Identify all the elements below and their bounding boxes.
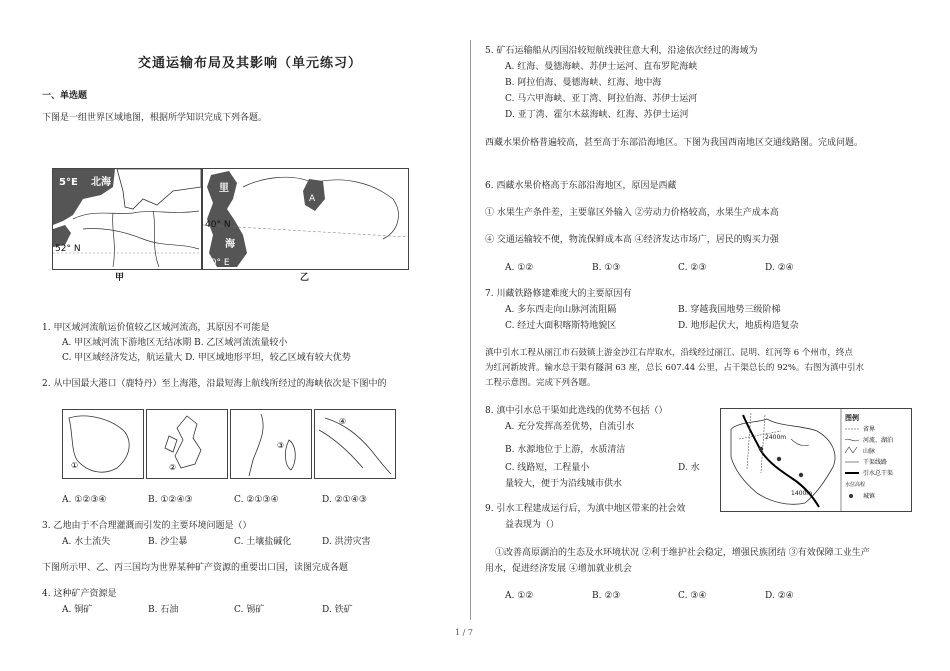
q2-option-b: B. ①②④③ [148, 495, 193, 505]
q4-option-d: D. 铁矿 [322, 605, 353, 615]
map-yi-drawing [203, 169, 408, 269]
strait-label-2: ② [169, 463, 177, 472]
map-jia [52, 168, 202, 270]
strait-map-2-drawing [147, 410, 227, 478]
q2-option-a: A. ①②③④ [62, 495, 107, 505]
strait-map-1 [62, 409, 144, 479]
q1-options-cd: C. 甲区域经济发达，航运量大 D. 甲区域地形平坦，较乙区域有较大优势 [62, 353, 351, 363]
map-jia-drawing [53, 169, 201, 269]
q8-option-d: D. 水 [678, 463, 700, 473]
map-elevation-2400: 2400m [765, 434, 787, 441]
q6-line-2: ④ 交通运输较不便，物流保鲜成本高 ④经济发达市场广，居民的购买力强 [485, 235, 779, 245]
map-yi-50e: 50° E [205, 258, 230, 268]
q7-option-c: C. 经过大面积喀斯特地貌区 [505, 321, 617, 331]
legend-item-4: 干渠线路 [863, 459, 888, 466]
q7-option-b: B. 穿越我国地势三级阶梯 [678, 305, 781, 315]
strait-map-2 [146, 409, 228, 479]
legend-item-6: 水位高程 [845, 482, 866, 488]
section-heading: 一、单选题 [42, 91, 88, 101]
q6-option-c: C. ②③ [678, 263, 707, 273]
q1-stem: 1. 甲区域河流航运价值较乙区域河流高，其原因不可能是 [42, 323, 270, 333]
map-jia-sea: 北海 [91, 177, 111, 188]
q9-line-1: ①改善高原湖泊的生态及水环境状况 ②利于维护社会稳定，增强民族团结 ③有效保障工业生产 [495, 548, 870, 558]
q9-option-c: C. ③④ [678, 591, 707, 601]
q9-stem-continued: 益表现为（） [505, 520, 560, 530]
strait-label-1: ① [71, 461, 79, 470]
q8-option-c: C. 线路短，工程量小 [505, 463, 590, 473]
intro-text-4-line-1: 滇中引水工程从丽江市石鼓镇上游金沙江右岸取水，沿线经过丽江、昆明、红河等 6 个州市，终点 [485, 348, 853, 358]
q6-option-a: A. ①② [505, 263, 534, 273]
q4-option-b: B. 石油 [148, 605, 179, 615]
q8-option-d-continued: 量较大，便于为沿线城市供水 [505, 479, 623, 489]
q9-option-d: D. ②④ [765, 591, 794, 601]
strait-label-4: ④ [339, 417, 347, 426]
legend-item-7: 城镇 [863, 493, 876, 500]
strait-map-4-drawing [315, 410, 395, 478]
legend-item-1: 省界 [863, 426, 876, 433]
q5-option-a: A. 红海、曼德海峡、苏伊士运河、直布罗陀海峡 [505, 62, 698, 72]
strait-map-3-drawing [231, 410, 311, 478]
map-yi-a: A [309, 194, 316, 204]
q4-option-c: C. 锡矿 [234, 605, 265, 615]
map-yi-40n: 40° N [205, 220, 231, 230]
map-yi [202, 168, 409, 270]
legend-item-5: 引水总干渠 [863, 470, 894, 477]
q8-option-b: B. 水源地位于上游，水质清洁 [505, 445, 626, 455]
q3-option-d: D. 洪涝灾害 [322, 537, 371, 547]
water-diversion-map-drawing [721, 409, 911, 511]
page-title: 交通运输布局及其影响（单元练习） [137, 56, 362, 71]
legend-title: 图例 [845, 414, 859, 422]
q6-stem: 6. 西藏水果价格高于东部沿海地区，原因是西藏 [485, 181, 677, 191]
q3-option-c: C. 土壤盐碱化 [234, 537, 292, 547]
q1-options-ab: A. 甲区域河流下游地区无结冰期 B. 乙区域河流流量较小 [62, 338, 288, 348]
map-jia-5e: 5°E [59, 177, 78, 188]
map-elevation-1400: 1400m [791, 490, 813, 497]
q9-option-b: B. ②③ [592, 591, 621, 601]
q7-stem: 7. 川藏铁路修建难度大的主要原因有 [485, 289, 632, 299]
q8-stem: 8. 滇中引水总干渠如此选线的优势不包括（） [485, 406, 668, 416]
q5-option-d: D. 亚丁湾、霍尔木兹海峡、红海、苏伊士运河 [505, 110, 689, 120]
strait-label-3: ③ [277, 441, 285, 450]
q5-option-c: C. 马六甲海峡、亚丁湾、阿拉伯海、苏伊士运河 [505, 94, 698, 104]
q4-stem: 4. 这种矿产资源是 [42, 589, 117, 599]
water-diversion-map [720, 408, 912, 512]
map-jia-52n: 52° N [55, 244, 81, 254]
q9-option-a: A. ①② [505, 591, 534, 601]
q3-option-b: B. 沙尘暴 [148, 537, 188, 547]
legend-item-3: 山脉 [863, 448, 876, 455]
legend-item-2: 河流、湖泊 [863, 437, 894, 444]
q3-stem: 3. 乙地由于不合理灌溉而引发的主要环境问题是（） [42, 521, 252, 531]
q5-option-b: B. 阿拉伯海、曼德海峡、红海、地中海 [505, 78, 662, 88]
strait-map-4 [314, 409, 396, 479]
intro-text-3: 西藏水果价格普遍较高，甚至高于东部沿海地区。下图为我国西南地区交通线路图。完成问题。 [485, 138, 864, 148]
intro-text-4-line-3: 工程示意图。完成下列各题。 [485, 378, 596, 388]
q2-option-d: D. ②①④③ [322, 495, 367, 505]
q6-line-1: ① 水果生产条件差，主要靠区外输入 ②劳动力价格较高，水果生产成本高 [485, 208, 779, 218]
q7-option-a: A. 多东西走向山脉河流阻隔 [505, 305, 617, 315]
q9-line-2: 用水，促进经济发展 ④增加就业机会 [485, 564, 632, 574]
q4-option-a: A. 铜矿 [62, 605, 93, 615]
strait-map-1-drawing [63, 410, 143, 478]
intro-text-2: 下图所示甲、乙、丙三国均为世界某种矿产资源的重要出口国，读图完成各题 [42, 563, 349, 573]
strait-map-3 [230, 409, 312, 479]
q7-option-d: D. 地形起伏大，地质构造复杂 [678, 321, 799, 331]
intro-text-1: 下图是一组世界区域地图，根据所学知识完成下列各题。 [42, 113, 268, 123]
q2-stem: 2. 从中国最大港口（鹿特丹）至上海港，沿最短海上航线所经过的海峡依次是下图中的 [42, 379, 387, 389]
q3-option-a: A. 水土流失 [62, 537, 111, 547]
q6-option-d: D. ②④ [765, 263, 794, 273]
page-number: 1 / 7 [455, 628, 473, 637]
map-yi-li: 里 [219, 183, 229, 194]
intro-text-4-line-2: 为红河新坡背。输水总干渠有隧洞 63 座，总长 607.44 公里，占干渠总长的 92%。右图为滇中引水 [485, 363, 864, 373]
q9-stem: 9. 引水工程建成运行后，为滇中地区带来的社会效 [485, 504, 686, 514]
map-yi-caption: 乙 [300, 273, 310, 283]
q5-stem: 5. 矿石运输船从丙国沿较短航线驶往意大利，沿途依次经过的海域为 [485, 46, 758, 56]
q2-option-c: C. ②①③④ [234, 495, 279, 505]
column-divider [470, 40, 471, 620]
q8-option-a: A. 充分发挥高差优势，自流引水 [505, 422, 635, 432]
map-yi-hai: 海 [225, 239, 235, 250]
q6-option-b: B. ①③ [592, 263, 621, 273]
map-jia-caption: 甲 [115, 273, 125, 283]
